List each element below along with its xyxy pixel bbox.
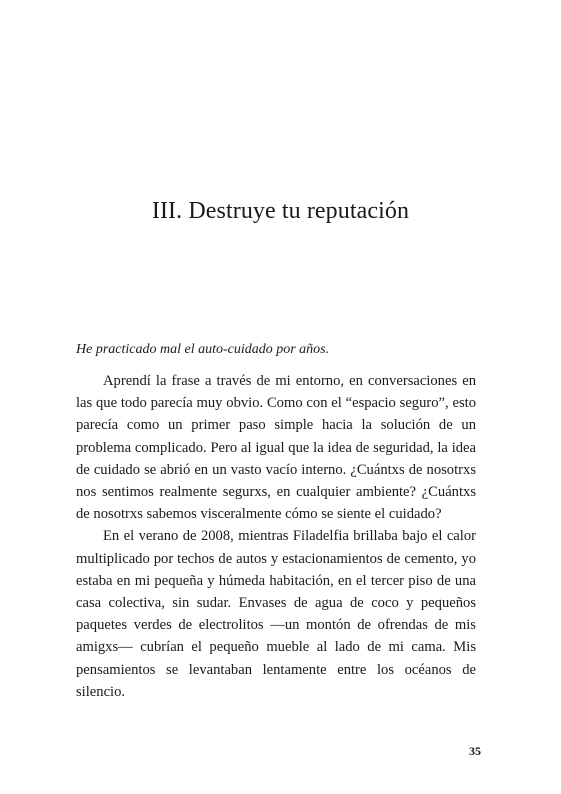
paragraph-1: Aprendí la frase a través de mi entorno, en conversaciones en las que todo parecía muy obvio. Como con el “espacio seguro”, esto parecía como un primer paso simple hacia la solución de un problema complicado. Pero al igual que la idea de seguridad, la idea de cuidado se abrió en un vasto vacío interno. ¿Cuántxs de nosotrxs nos sentimos realmente segurxs, en cualquier ambiente? ¿Cuántxs de nosotrxs sabemos visceralmente cómo se siente el cuidado? bbox=[76, 373, 476, 523]
epigraph: He practicado mal el auto-cuidado por años. bbox=[76, 342, 330, 357]
chapter-title: III. Destruye tu reputación bbox=[151, 198, 410, 224]
paragraph-2: En el verano de 2008, mientras Filadelfia brillaba bajo el calor multiplicado por techos de autos y estacionamientos de cemento, yo estaba en mi pequeña y húmeda habitación, en el tercer piso de una casa colectiva, sin sudar. Envases de agua de coco y pequeños paquetes verdes de electrolitos —un montón de ofrendas de mis amigxs— cubrían el pequeño mueble al lado de mi cama. Mis pensamientos se levantaban lentamente entre los océanos de silencio. bbox=[76, 528, 476, 700]
page-number: 35 bbox=[469, 744, 481, 758]
body-text bbox=[76, 370, 476, 703]
